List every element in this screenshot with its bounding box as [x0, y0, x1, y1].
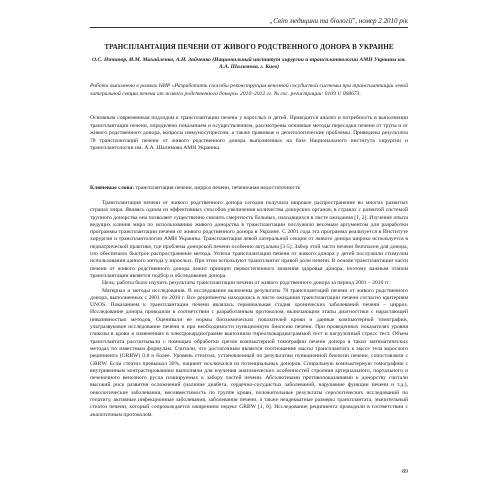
- paragraph-intro: Трансплантация печени от живого родственного донора сегодня получила широкое распространение во многих развитых странах мира. Являясь одним из эффективных способов увеличения количества донорских органов, в странах с развитой системой трупного донорства она позволяет существенно снизить смертность больных, находящихся в листе ожидания [1, 2]. Изучение опыта ведущих клиник мира по использованию живого донорства в трансплантации послужило весомым аргументом для разработки программы трансплантации печени от живого родственного донора в Украине. С 2001 года эта программа реализуется в Институте хирургии и трансплантологии АМН Украины. Трансплантация левой латеральной секции от живого донора широко используется в педиатрической практике, где проблема донорской печени особенно актуальна [3-5]. Забор этой части печени безопасен для донора, что обеспечило быстрое распространение метода. Успехи трансплантации печени от живого донора у детей послужили стимулом использования данного метода у взрослых. При этом используют трансплантат правой доли печени. В основе трансплантации части печени от живого родственного донора лежит принцип первостепенного значения здоровья донора, поэтому важным этапом трансплантации является подбор и обследование донора.: [90, 200, 408, 279]
- paragraph-methods: Материал и методы исследования. В исследование включены результаты 78 трансплантаций печени от живого родственного донора, выполненных с 2001 по 2010 г. Все реципиенты находились в листе ожидания трансплантации печени согласно критериям UNOS. Показанием к трансплантации печени являлась терминальная стадия хронических заболеваний печени – цирроз. Исследование донора проводили в соответствии с разработанным протоколом, включающим этапы диагностики с нарастающей инвазивностью методов. Оценивали ее нормы биохимических показателей крови и данные компьютерной томографии, ультразвуковое исследование печени и при необходимости пункционную биопсию печени. При проведенных показателях уровня гликозы в крови и изменениях в электрокардиограмме выполняли тиреоэхокардиограммой тест и нагрузочный стресс тест. Объем трансплантата рассчитывали с помощью обработки срезов компьютерной томографии печени донора в таких математических методах по известным формулам. Считали, что достаточным является соотношение массы трансплантата к массе тела взрослого реципиента (GRBW) 0,8 и более. Уровень стеатоза, установленный по результатам пункционной биопсии печени, сопоставляли с GRBW. Если стеатоз превышал 30%, пациент исключался из потенциальных доноров. Спиральную компьютерную томографию с внутривенным контрастированием выполняли для изучения анатомических особенностей строения артериального, портального и печеночного венозного русла планируемых к забору частей печени. Абсолютными противопоказаниями к донорству считали высокий риск развития осложнений (наличие диабета, сердечно-сосудистых заболеваний, нарушение функции печени и т.д.), онкологические заболевания, несовместимость по группе крови, положительные результаты серологических исследований по гепатиту, активные инфекционные заболевания, заболевания печени, а также неадекватные размеры трансплантата, значительный стеатоз печени, который сопровождается ожирением индекс GRBW [1, 6]. Исследование реципиента проводили в соответствии с аналогичным протоколом.: [90, 287, 408, 418]
- funding-note: Работа выполнена в рамках НИР «Разработать способы реконструкции венозной сосудистой системы при трансплантации левой латеральной секции печени от живого родственного донора» 2010–2012 гг. № гос. регистрации: 0109 U 008673.: [90, 83, 408, 97]
- article-body: [90, 200, 408, 419]
- header-rule: [90, 27, 408, 28]
- article-authors: О.С. Ничипор, И.М. Михайленко, А.Н. Зайченко (Национальный институт хирургии и трансплантологии АМН Украины им. А.А. Шалимова, г. Киев): [92, 57, 406, 71]
- paragraph-aim: Цель: работы было изучить результаты трансплантации печени от живого родственного донора за период 2001 – 2010 гг.: [102, 280, 391, 287]
- keywords-label: Ключевые слова:: [90, 185, 135, 191]
- keywords: [90, 185, 408, 193]
- abstract: Основным современным подходом к трансплантации печени у взрослых и детей. Приводится анализ и потребность в выполнении трансплантации печени, определено показанием и осуществлением, рассмотрены основные методы пересадки печени от трупа и от живого родственного донора, вопросы иммуносупрессии, а также правовые и деонтологические проблемы. Приведены результаты 78 трансплантаций печени от живого родственного донора выполненных на базе Национального института хирургии и трансплантологии им. А.А. Шалимова АМН Украины.: [90, 115, 408, 152]
- running-head: „Світ медицини та біології", номер 2 2010 рік: [269, 17, 408, 25]
- keywords-text: трансплантация печени, цирроз печени, печеночная недостаточность: [135, 185, 301, 191]
- page-number: 89: [402, 469, 408, 475]
- article-title: ТРАНСПЛАНТАЦИЯ ПЕЧЕНИ ОТ ЖИВОГО РОДСТВЕННОГО ДОНОРА В УКРАИНЕ: [104, 43, 394, 51]
